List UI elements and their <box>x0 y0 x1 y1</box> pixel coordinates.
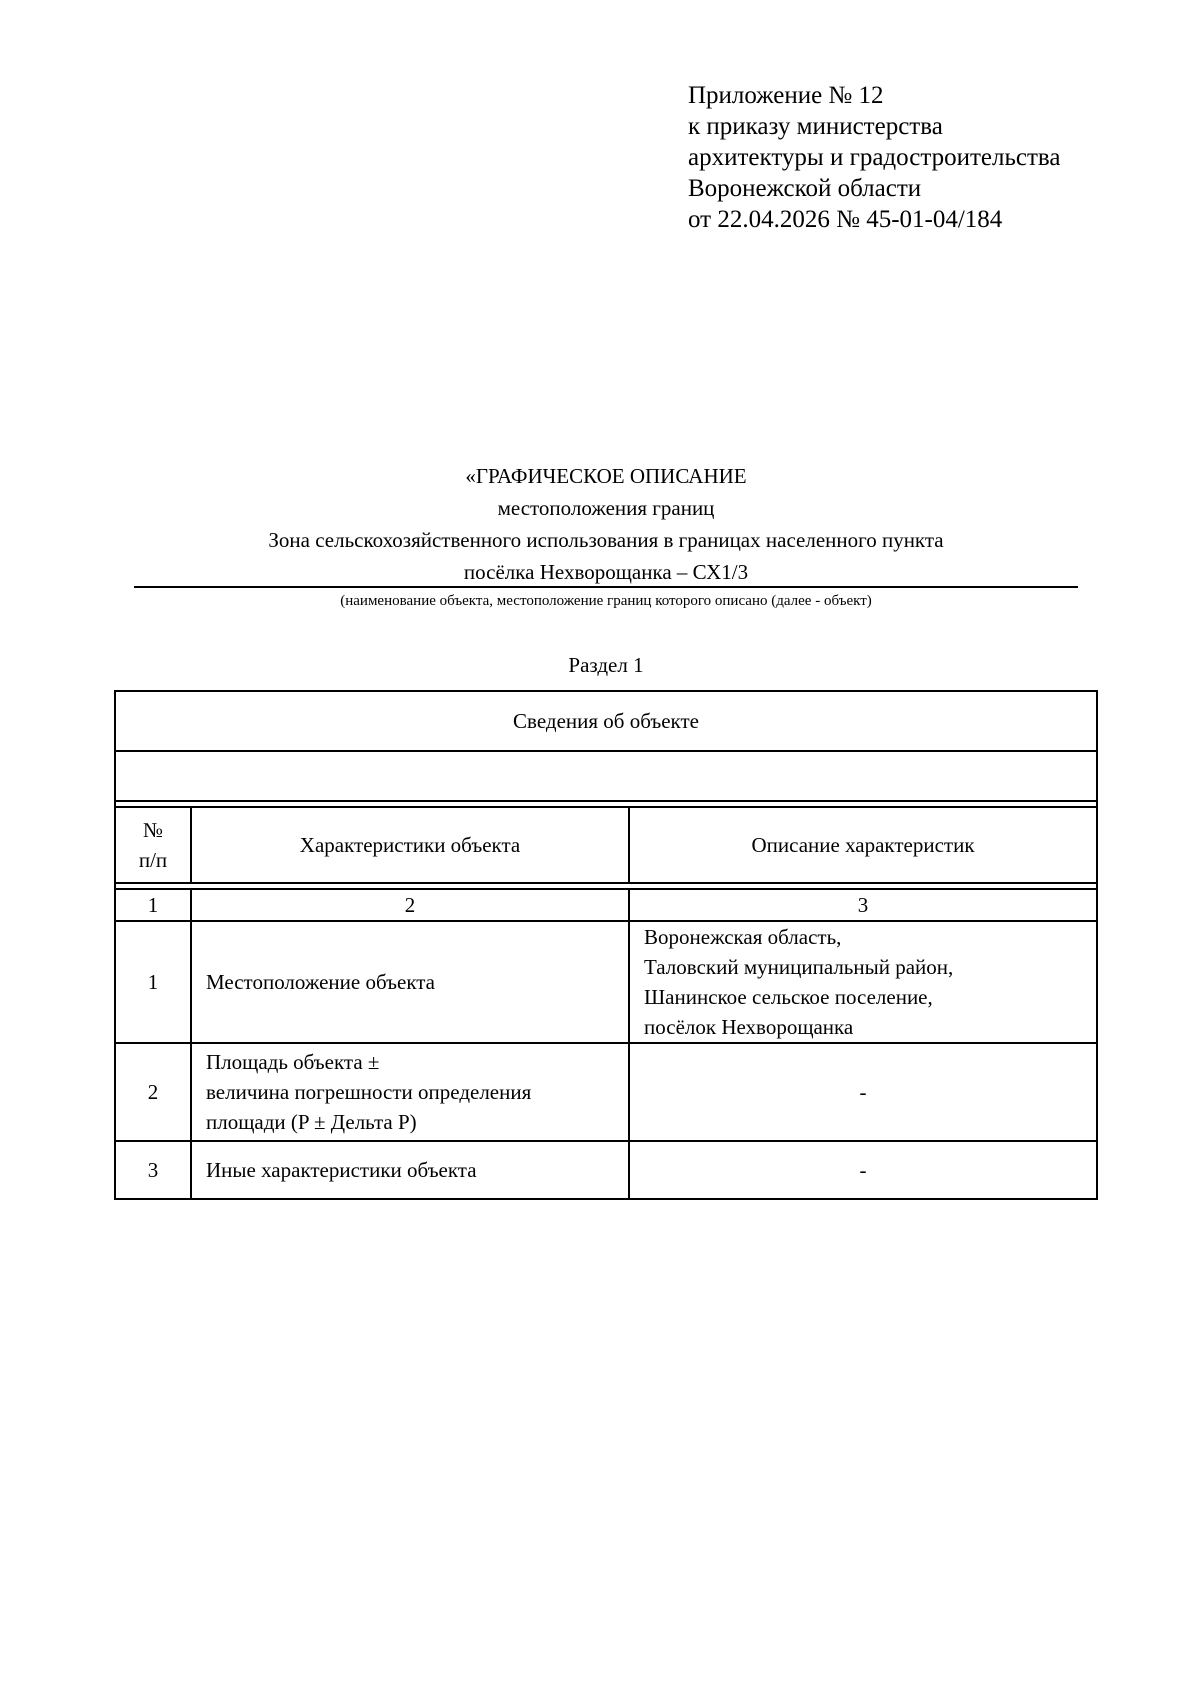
cell-line: Площадь объекта ± <box>206 1050 380 1074</box>
column-header-num <box>115 807 191 883</box>
cell-line: Местоположение объекта <box>206 970 436 994</box>
row-number: 3 <box>115 1141 191 1199</box>
column-header-description: Описание характеристик <box>629 807 1097 883</box>
column-headers-row <box>115 807 1097 883</box>
cell-line: Шанинское сельское поселение, <box>644 985 933 1009</box>
object-info-table <box>114 690 1098 1200</box>
table-header: Сведения об объекте <box>115 691 1097 751</box>
column-index-row <box>115 889 1097 921</box>
cell-line: Воронежская область, <box>644 925 842 949</box>
table-row <box>115 1141 1097 1199</box>
section-label: Раздел 1 <box>568 653 644 677</box>
title-line: «ГРАФИЧЕСКОЕ ОПИСАНИЕ <box>465 464 747 488</box>
title-line: посёлка Нехворощанка – СХ1/3 <box>463 560 749 584</box>
title-line: местоположения границ <box>497 496 715 520</box>
row-number: 2 <box>115 1043 191 1141</box>
row-characteristic <box>191 921 629 1043</box>
row-number: 1 <box>115 921 191 1043</box>
cell-line: Таловский муниципальный район, <box>644 955 954 979</box>
column-header-characteristic: Характеристики объекта <box>191 807 629 883</box>
table-blank-cell <box>115 751 1097 801</box>
row-description: - <box>629 1043 1097 1141</box>
cell-line: Иные характеристики объекта <box>206 1158 477 1182</box>
document-title <box>134 460 1078 588</box>
appendix-line: от 22.04.2026 № 45-01-04/184 <box>688 206 1003 233</box>
title-caption: (наименование объекта, местоположение границ которого описано (далее - объект) <box>340 593 872 609</box>
appendix-line: архитектуры и градостроительства <box>688 144 1061 171</box>
cell-line: величина погрешности определения <box>206 1080 532 1104</box>
row-description <box>629 921 1097 1043</box>
row-characteristic <box>191 1141 629 1199</box>
row-characteristic <box>191 1043 629 1141</box>
title-line: Зона сельскохозяйственного использования в границах населенного пункта <box>268 528 944 552</box>
table-blank-row <box>115 751 1097 801</box>
appendix-line: к приказу министерства <box>688 113 943 140</box>
column-header-num-line: п/п <box>138 848 168 872</box>
table-row <box>115 921 1097 1043</box>
table-header-row <box>115 691 1097 751</box>
cell-line: площади (P ± Дельта P) <box>206 1110 417 1134</box>
column-index: 2 <box>191 889 629 921</box>
cell-line: посёлок Нехворощанка <box>644 1015 854 1039</box>
appendix-block <box>688 80 1060 235</box>
row-description: - <box>629 1141 1097 1199</box>
column-index: 3 <box>629 889 1097 921</box>
title-underline <box>134 586 1078 588</box>
column-index: 1 <box>115 889 191 921</box>
table-row <box>115 1043 1097 1141</box>
appendix-line: Приложение № 12 <box>688 82 884 109</box>
column-header-num-line: № <box>142 818 164 842</box>
appendix-line: Воронежской области <box>688 175 922 202</box>
